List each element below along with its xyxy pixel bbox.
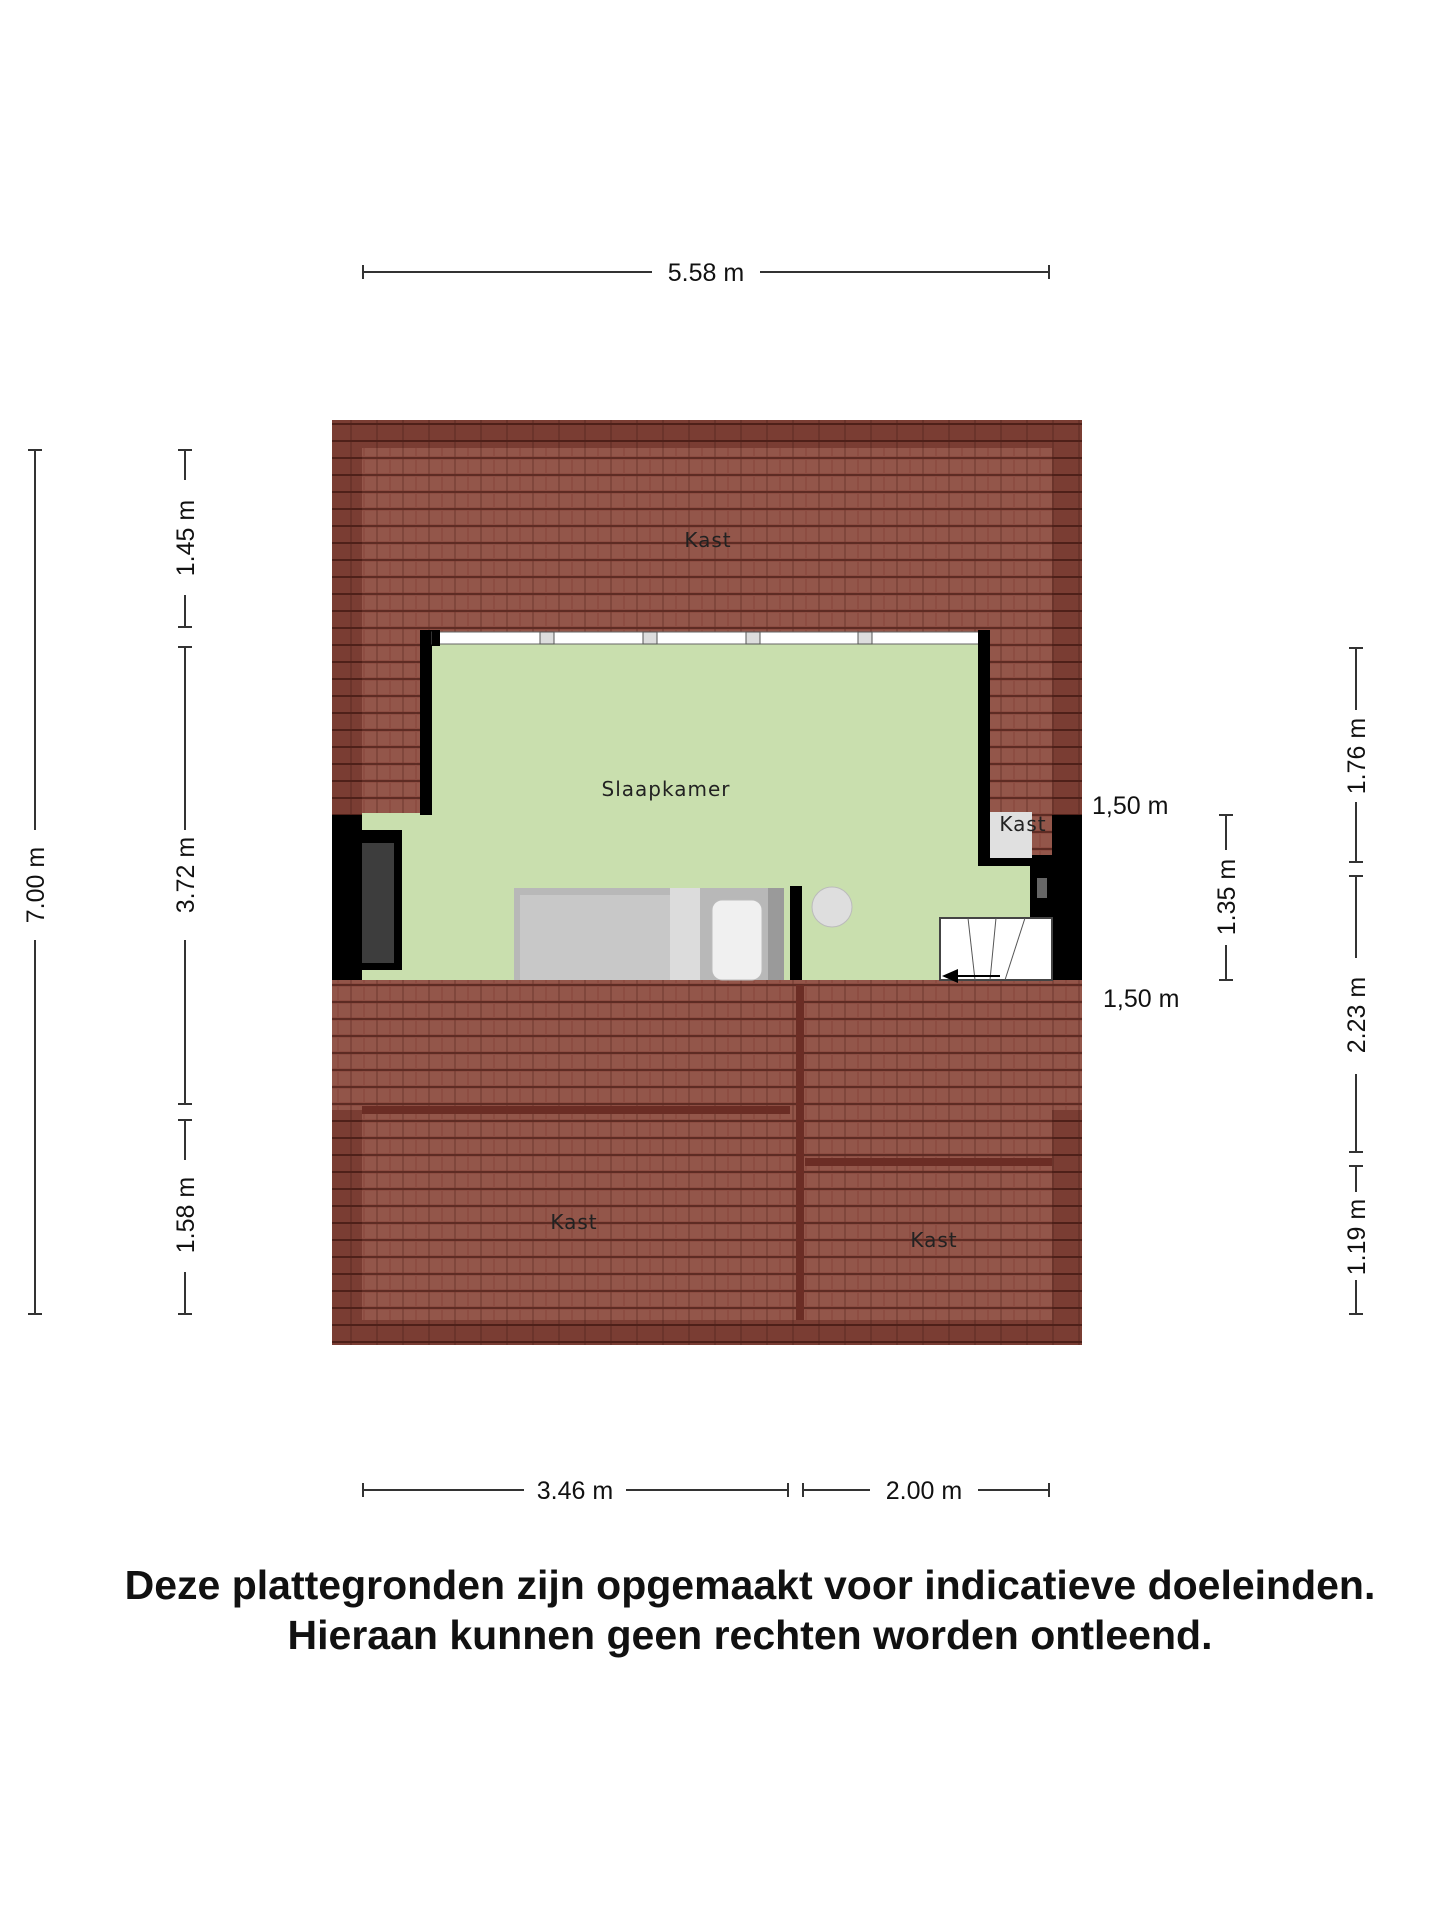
wall-divider bbox=[790, 886, 802, 980]
window-end-left bbox=[432, 630, 440, 646]
window-top[interactable] bbox=[432, 632, 988, 644]
label-kast-top: Kast bbox=[684, 528, 732, 552]
label-kast-small: Kast bbox=[999, 812, 1047, 836]
disclaimer-line-1: Deze plattegronden zijn opgemaakt voor indicatieve doeleinden. bbox=[124, 1562, 1376, 1608]
pillow bbox=[712, 900, 762, 980]
height-line-lower-label: 1,50 m bbox=[1103, 985, 1180, 1013]
dimension-left-2-label: 3.72 m bbox=[172, 836, 200, 914]
bed-headboard bbox=[768, 888, 784, 980]
window-end-right bbox=[978, 630, 990, 646]
dimension-left-1-label: 1.45 m bbox=[172, 499, 200, 577]
wall-right bbox=[1052, 815, 1082, 980]
height-line-upper-label: 1,50 m bbox=[1092, 792, 1169, 820]
dimension-total-height-label: 7.00 m bbox=[22, 846, 50, 924]
dimension-right-1-label: 1.76 m bbox=[1343, 717, 1371, 795]
disclaimer-line-2: Hieraan kunnen geen rechten worden ontleend. bbox=[287, 1612, 1213, 1658]
roof-overlay-lower bbox=[332, 980, 1082, 1110]
wall-stair-inner bbox=[1037, 878, 1047, 898]
side-table bbox=[812, 887, 852, 927]
label-kast-bottom-right: Kast bbox=[910, 1228, 958, 1252]
wall-kast-right bbox=[978, 640, 990, 860]
dimension-top-width-label: 5.58 m bbox=[667, 259, 745, 287]
window-post-2 bbox=[643, 632, 657, 644]
dimension-bottom-right-label: 2.00 m bbox=[885, 1477, 963, 1505]
window-post-1 bbox=[540, 632, 554, 644]
wall-left-upper bbox=[420, 630, 432, 815]
wall-kast-bottom bbox=[978, 858, 1036, 866]
label-kast-bottom-left: Kast bbox=[550, 1210, 598, 1234]
dimension-right-2-label: 2.23 m bbox=[1343, 976, 1371, 1054]
label-slaapkamer: Slaapkamer bbox=[601, 777, 731, 801]
bed-cover-fold bbox=[670, 888, 700, 980]
wall-left-niche-inner bbox=[362, 843, 394, 963]
dimension-inner-height-label: 1.35 m bbox=[1213, 858, 1241, 936]
dimension-bottom-left-label: 3.46 m bbox=[536, 1477, 614, 1505]
window-post-3 bbox=[746, 632, 760, 644]
dimension-right-3-label: 1.19 m bbox=[1343, 1198, 1371, 1276]
dimension-left-3-label: 1.58 m bbox=[172, 1176, 200, 1254]
window-post-4 bbox=[858, 632, 872, 644]
